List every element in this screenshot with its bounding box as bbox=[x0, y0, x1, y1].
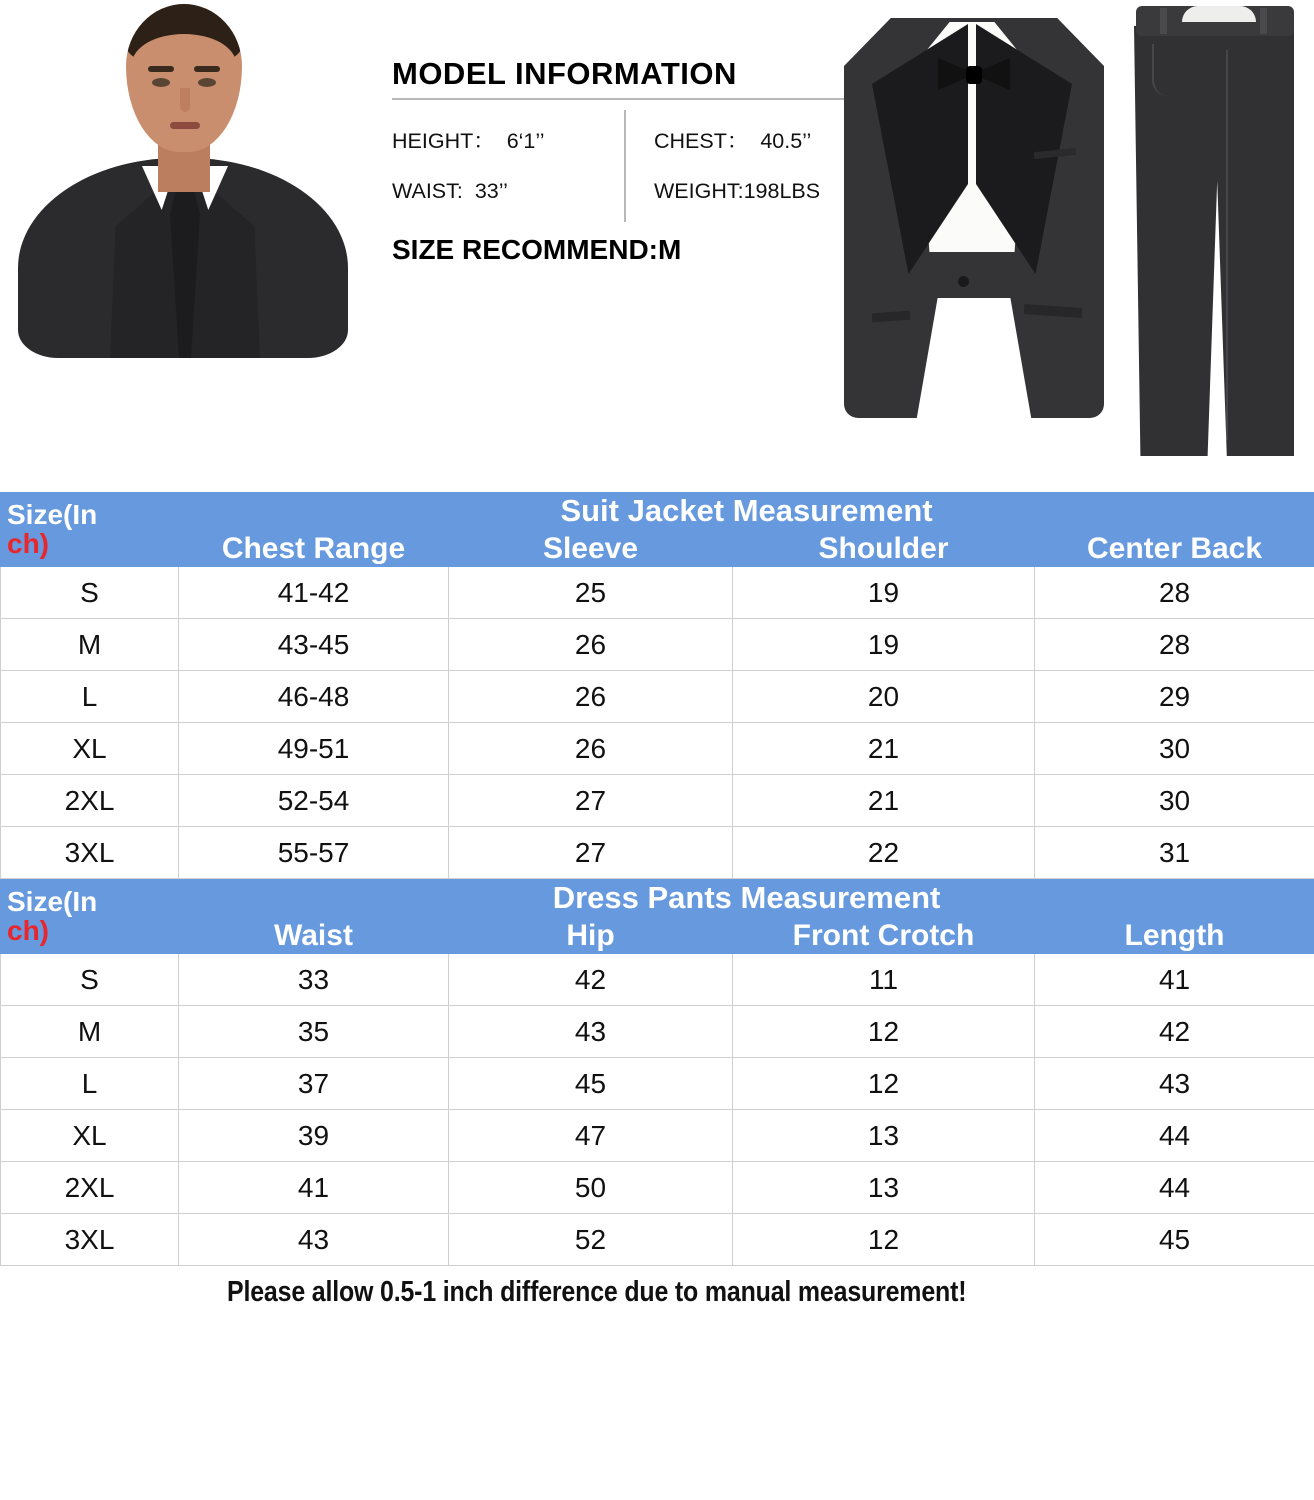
pants-cell-hip: 47 bbox=[449, 1110, 733, 1162]
jacket-col-sleeve: Sleeve bbox=[449, 530, 733, 567]
pants-cell-hip: 45 bbox=[449, 1058, 733, 1110]
top-section bbox=[0, 0, 1314, 490]
pants-row-size: 2XL bbox=[1, 1162, 179, 1214]
dress-pants-illustration bbox=[1134, 0, 1304, 470]
pants-cell-hip: 43 bbox=[449, 1006, 733, 1058]
pants-size-header-line2: ch) bbox=[7, 914, 49, 946]
model-chest-label: CHEST： bbox=[654, 129, 749, 153]
pants-cell-waist: 37 bbox=[179, 1058, 449, 1110]
jacket-col-chest-range: Chest Range bbox=[179, 530, 449, 567]
pants-cell-front-crotch: 13 bbox=[733, 1162, 1035, 1214]
jacket-cell-chest: 41-42 bbox=[179, 567, 449, 619]
jacket-cell-center-back: 28 bbox=[1035, 619, 1314, 671]
model-chest-value: 40.5’’ bbox=[760, 129, 812, 153]
model-height-row bbox=[392, 114, 632, 169]
pants-cell-length: 41 bbox=[1035, 954, 1314, 1006]
model-waist-value: 33’’ bbox=[474, 179, 508, 203]
dress-pants-measurement-table bbox=[0, 879, 1314, 1266]
pants-cell-hip: 52 bbox=[449, 1214, 733, 1266]
pants-cell-length: 44 bbox=[1035, 1162, 1314, 1214]
jacket-cell-chest: 43-45 bbox=[179, 619, 449, 671]
jacket-cell-sleeve: 27 bbox=[449, 775, 733, 827]
jacket-cell-chest: 49-51 bbox=[179, 723, 449, 775]
pants-cell-front-crotch: 12 bbox=[733, 1214, 1035, 1266]
model-waist-label: WAIST: bbox=[392, 179, 463, 203]
table-row bbox=[1, 827, 1314, 879]
jacket-size-header-line1: Size(In bbox=[7, 498, 98, 530]
jacket-group-header: Suit Jacket Measurement bbox=[179, 493, 1314, 531]
table-row bbox=[1, 1110, 1314, 1162]
pants-cell-front-crotch: 11 bbox=[733, 954, 1035, 1006]
pants-row-size: L bbox=[1, 1058, 179, 1110]
pants-col-waist: Waist bbox=[179, 917, 449, 954]
bowtie-icon bbox=[938, 58, 1010, 92]
table-row bbox=[1, 1214, 1314, 1266]
jacket-cell-center-back: 28 bbox=[1035, 567, 1314, 619]
model-height-label: HEIGHT： bbox=[392, 129, 495, 153]
pants-cell-length: 44 bbox=[1035, 1110, 1314, 1162]
jacket-cell-sleeve: 26 bbox=[449, 671, 733, 723]
model-information-grid bbox=[392, 108, 892, 224]
jacket-cell-shoulder: 19 bbox=[733, 619, 1035, 671]
measurement-disclaimer-note bbox=[0, 1270, 1314, 1309]
table-row bbox=[1, 1006, 1314, 1058]
model-waist-row bbox=[392, 169, 632, 218]
pants-size-header-cell bbox=[1, 880, 179, 954]
table-row bbox=[1, 1058, 1314, 1110]
pants-cell-length: 45 bbox=[1035, 1214, 1314, 1266]
jacket-cell-shoulder: 19 bbox=[733, 567, 1035, 619]
jacket-size-header-line2: ch) bbox=[7, 527, 49, 559]
jacket-row-size: M bbox=[1, 619, 179, 671]
model-mouth bbox=[170, 122, 200, 129]
pants-size-header-line1: Size(In bbox=[7, 886, 98, 918]
table-row bbox=[1, 671, 1314, 723]
jacket-cell-shoulder: 20 bbox=[733, 671, 1035, 723]
jacket-cell-shoulder: 21 bbox=[733, 775, 1035, 827]
table-row bbox=[1, 567, 1314, 619]
jacket-cell-shoulder: 22 bbox=[733, 827, 1035, 879]
jacket-size-header-cell bbox=[1, 493, 179, 567]
pants-cell-waist: 43 bbox=[179, 1214, 449, 1266]
table-row bbox=[1, 723, 1314, 775]
jacket-button bbox=[958, 276, 969, 287]
jacket-cell-shoulder: 21 bbox=[733, 723, 1035, 775]
model-photo bbox=[18, 0, 348, 365]
divider-horizontal bbox=[392, 98, 872, 100]
pants-crease-line bbox=[1226, 50, 1228, 440]
pants-cell-length: 43 bbox=[1035, 1058, 1314, 1110]
jacket-row-size: 3XL bbox=[1, 827, 179, 879]
jacket-cell-sleeve: 26 bbox=[449, 723, 733, 775]
size-recommend-text: SIZE RECOMMEND:M bbox=[392, 234, 682, 265]
table-row bbox=[1, 619, 1314, 671]
pants-cell-waist: 35 bbox=[179, 1006, 449, 1058]
model-eyebrow-left bbox=[148, 66, 174, 72]
model-head bbox=[126, 4, 242, 152]
jacket-cell-chest: 52-54 bbox=[179, 775, 449, 827]
model-eye-right bbox=[198, 78, 216, 87]
pants-row-size: M bbox=[1, 1006, 179, 1058]
model-weight-value: 198LBS bbox=[743, 179, 821, 203]
bowtie-knot bbox=[966, 66, 982, 84]
model-weight-label: WEIGHT: bbox=[654, 179, 744, 203]
jacket-row-size: XL bbox=[1, 723, 179, 775]
model-hair bbox=[126, 4, 242, 62]
pants-pocket bbox=[1152, 44, 1186, 96]
jacket-cell-chest: 55-57 bbox=[179, 827, 449, 879]
pants-col-hip: Hip bbox=[449, 917, 733, 954]
pants-row-size: S bbox=[1, 954, 179, 1006]
pants-cell-front-crotch: 12 bbox=[733, 1058, 1035, 1110]
jacket-cell-center-back: 29 bbox=[1035, 671, 1314, 723]
pants-cell-hip: 42 bbox=[449, 954, 733, 1006]
model-info-column-left bbox=[392, 108, 632, 224]
model-eye-left bbox=[152, 78, 170, 87]
jacket-cell-sleeve: 25 bbox=[449, 567, 733, 619]
pants-col-front-crotch: Front Crotch bbox=[733, 917, 1035, 954]
jacket-group-header-row bbox=[1, 493, 1314, 531]
pants-col-length: Length bbox=[1035, 917, 1314, 954]
pants-group-header: Dress Pants Measurement bbox=[179, 880, 1314, 918]
jacket-cell-sleeve: 27 bbox=[449, 827, 733, 879]
model-height-value: 6‘1’’ bbox=[506, 129, 545, 153]
jacket-col-shoulder: Shoulder bbox=[733, 530, 1035, 567]
jacket-row-size: L bbox=[1, 671, 179, 723]
pants-cell-waist: 39 bbox=[179, 1110, 449, 1162]
model-nose bbox=[180, 88, 190, 112]
model-information-block bbox=[392, 56, 892, 266]
measurement-disclaimer-text: Please allow 0.5-1 inch difference due to manual measurement! bbox=[227, 1276, 967, 1309]
pants-cell-front-crotch: 12 bbox=[733, 1006, 1035, 1058]
pants-row-size: 3XL bbox=[1, 1214, 179, 1266]
pants-cell-front-crotch: 13 bbox=[733, 1110, 1035, 1162]
pants-belt-loop-right bbox=[1260, 8, 1267, 34]
suit-product-illustration bbox=[834, 0, 1304, 470]
divider-vertical bbox=[624, 110, 626, 222]
pants-cell-waist: 33 bbox=[179, 954, 449, 1006]
model-eyebrow-right bbox=[194, 66, 220, 72]
table-row bbox=[1, 954, 1314, 1006]
pants-column-header-row bbox=[1, 917, 1314, 954]
suit-jacket-measurement-table bbox=[0, 492, 1314, 879]
table-row bbox=[1, 1162, 1314, 1214]
pants-cell-length: 42 bbox=[1035, 1006, 1314, 1058]
jacket-cell-sleeve: 26 bbox=[449, 619, 733, 671]
jacket-cell-chest: 46-48 bbox=[179, 671, 449, 723]
pants-waist-inner bbox=[1182, 6, 1256, 22]
jacket-col-center-back: Center Back bbox=[1035, 530, 1314, 567]
jacket-row-size: S bbox=[1, 567, 179, 619]
jacket-cell-center-back: 31 bbox=[1035, 827, 1314, 879]
table-row bbox=[1, 775, 1314, 827]
jacket-cell-center-back: 30 bbox=[1035, 775, 1314, 827]
pants-cell-hip: 50 bbox=[449, 1162, 733, 1214]
pants-belt-loop-left bbox=[1160, 8, 1167, 34]
pants-cell-waist: 41 bbox=[179, 1162, 449, 1214]
model-information-title: MODEL INFORMATION bbox=[392, 56, 737, 91]
jacket-row-size: 2XL bbox=[1, 775, 179, 827]
measurement-tables bbox=[0, 492, 1314, 1309]
jacket-column-header-row bbox=[1, 530, 1314, 567]
jacket-cell-center-back: 30 bbox=[1035, 723, 1314, 775]
pants-group-header-row bbox=[1, 880, 1314, 918]
pants-row-size: XL bbox=[1, 1110, 179, 1162]
